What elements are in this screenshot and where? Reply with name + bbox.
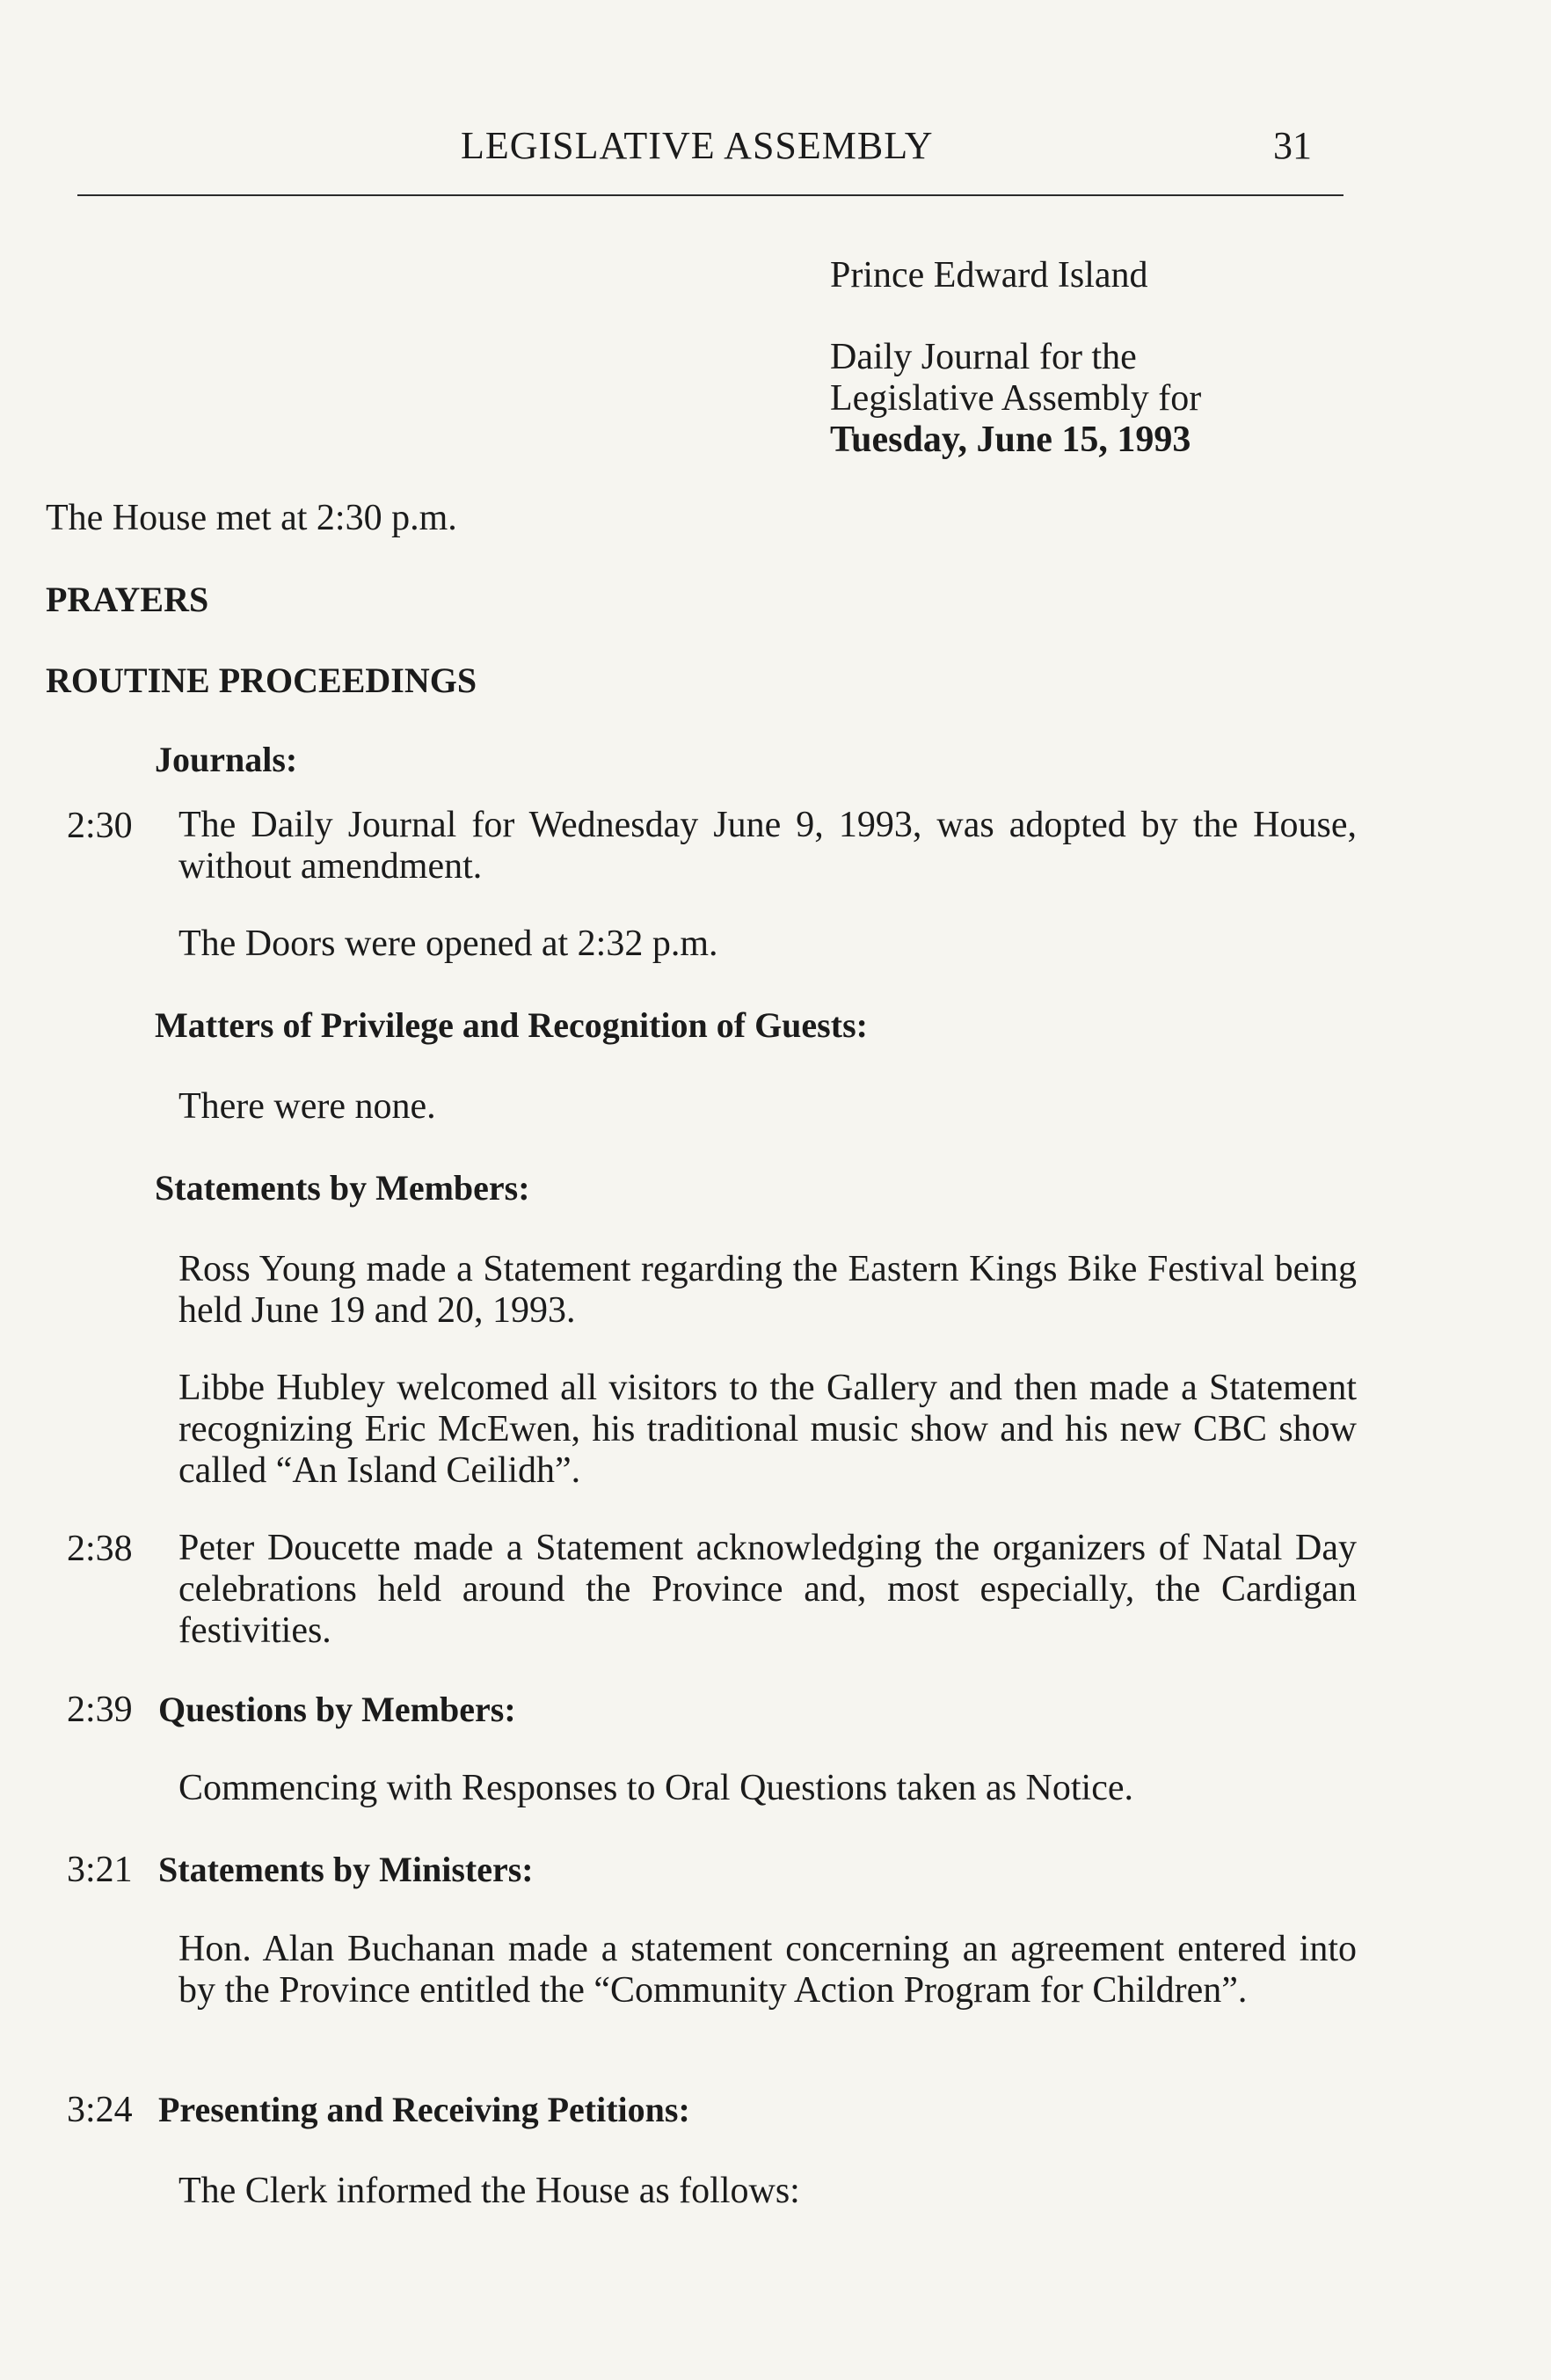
questions-heading: Questions by Members:: [158, 1690, 516, 1729]
journals-adopted-text: The Daily Journal for Wednesday June 9, 1993, was adopted by the House, without amendment.: [178, 805, 1357, 887]
house-met-text: The House met at 2:30 p.m.: [46, 498, 457, 538]
statement-paragraph: Ross Young made a Statement regarding the Eastern Kings Bike Festival being held June 19 and 20, 1993.: [178, 1249, 1357, 1331]
time-stamp: 2:39: [67, 1690, 133, 1730]
journal-date: Tuesday, June 15, 1993: [830, 420, 1191, 460]
ministers-statement-text: Hon. Alan Buchanan made a statement concerning an agreement entered into by the Province entitled the “Community Action Program for Children”.: [178, 1929, 1357, 2011]
prayers-heading: PRAYERS: [46, 580, 209, 619]
privilege-text: There were none.: [178, 1086, 436, 1127]
statement-paragraph: Peter Doucette made a Statement acknowledging the organizers of Natal Day celebrations held around the Province and, most especially, the Cardigan festivities.: [178, 1528, 1357, 1651]
ministers-heading: Statements by Ministers:: [158, 1850, 534, 1889]
header-rule: [77, 194, 1343, 196]
time-stamp: 3:24: [67, 2090, 133, 2130]
masthead: [830, 255, 1201, 461]
time-stamp: 2:30: [67, 806, 133, 846]
time-stamp: 3:21: [67, 1850, 133, 1890]
time-stamp: 2:38: [67, 1529, 133, 1569]
province-name: Prince Edward Island: [830, 255, 1148, 296]
page-number: 31: [1273, 124, 1312, 167]
privilege-heading: Matters of Privilege and Recognition of Guests:: [155, 1005, 868, 1045]
routine-proceedings-heading: ROUTINE PROCEEDINGS: [46, 661, 477, 700]
petitions-text: The Clerk informed the House as follows:: [178, 2171, 800, 2211]
questions-text: Commencing with Responses to Oral Questions taken as Notice.: [178, 1768, 1133, 1808]
running-head: LEGISLATIVE ASSEMBLY: [461, 124, 934, 167]
statement-paragraph: Libbe Hubley welcomed all visitors to the Gallery and then made a Statement recognizing Eric McEwen, his traditional music show and his new CBC show called “An Island Ceilidh”.: [178, 1368, 1357, 1491]
doors-opened-text: The Doors were opened at 2:32 p.m.: [178, 924, 718, 964]
statements-members-heading: Statements by Members:: [155, 1168, 530, 1208]
journal-title-line2: Legislative Assembly for: [830, 378, 1202, 419]
journal-title-line1: Daily Journal for the: [830, 337, 1137, 377]
petitions-heading: Presenting and Receiving Petitions:: [158, 2090, 690, 2129]
journals-heading: Journals:: [155, 740, 298, 779]
